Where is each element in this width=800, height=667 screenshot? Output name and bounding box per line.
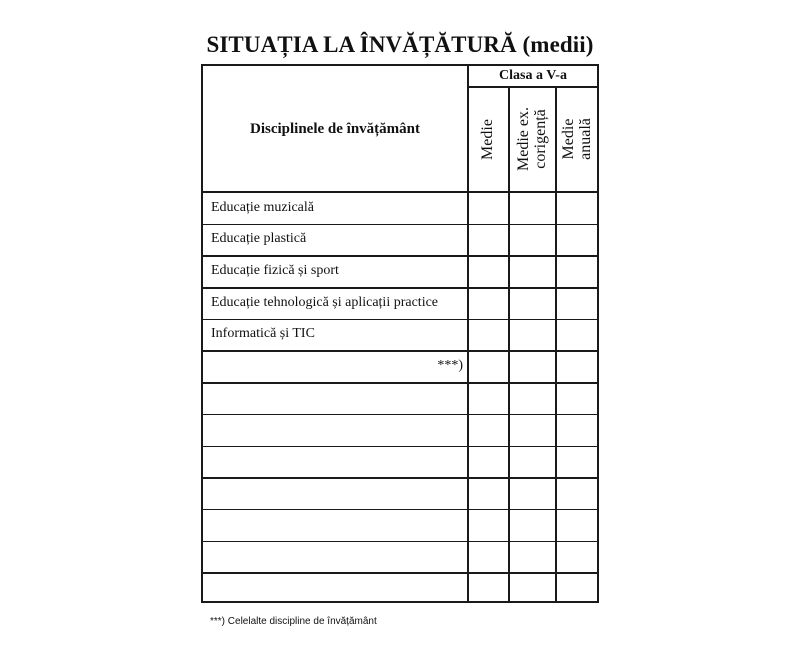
- subject-label: Educație plastică: [211, 231, 307, 247]
- column-divider: [555, 86, 557, 601]
- subject-label: Educație muzicală: [211, 199, 314, 215]
- page-title: SITUAȚIA LA ÎNVĂȚĂTURĂ (medii): [206, 32, 594, 57]
- column-divider: [508, 86, 510, 601]
- column-header-medie: [467, 86, 508, 192]
- class-header-divider: [467, 86, 597, 88]
- column-header-medie-corigenta: [508, 86, 555, 192]
- row-divider: [203, 446, 597, 448]
- row-divider: [203, 414, 597, 416]
- subject-label: Informatică și TIC: [211, 326, 315, 342]
- row-divider: [203, 509, 597, 511]
- footnote: ***) Celelalte discipline de învățământ: [210, 616, 377, 627]
- column-header-medie-anuala-label: Medie anuală: [560, 118, 594, 160]
- column-divider: [467, 66, 469, 601]
- subject-label: Educație tehnologică și aplicații practice: [211, 294, 439, 310]
- row-divider: [203, 350, 597, 352]
- class-header: Clasa a V-a: [499, 68, 567, 83]
- subject-label: Educație fizică și sport: [211, 262, 339, 278]
- column-header-medie-anuala: [555, 86, 599, 192]
- row-divider: [203, 572, 597, 574]
- subject-note: ***): [437, 357, 463, 373]
- row-divider: [203, 382, 597, 384]
- row-divider: [203, 477, 597, 479]
- grades-table: [201, 64, 599, 603]
- subjects-header: Disciplinele de învățământ: [249, 120, 420, 137]
- row-divider: [203, 541, 597, 543]
- column-header-medie-label: Medie: [479, 118, 496, 160]
- column-header-medie-corigenta-label: Medie ex. corigență: [514, 107, 549, 171]
